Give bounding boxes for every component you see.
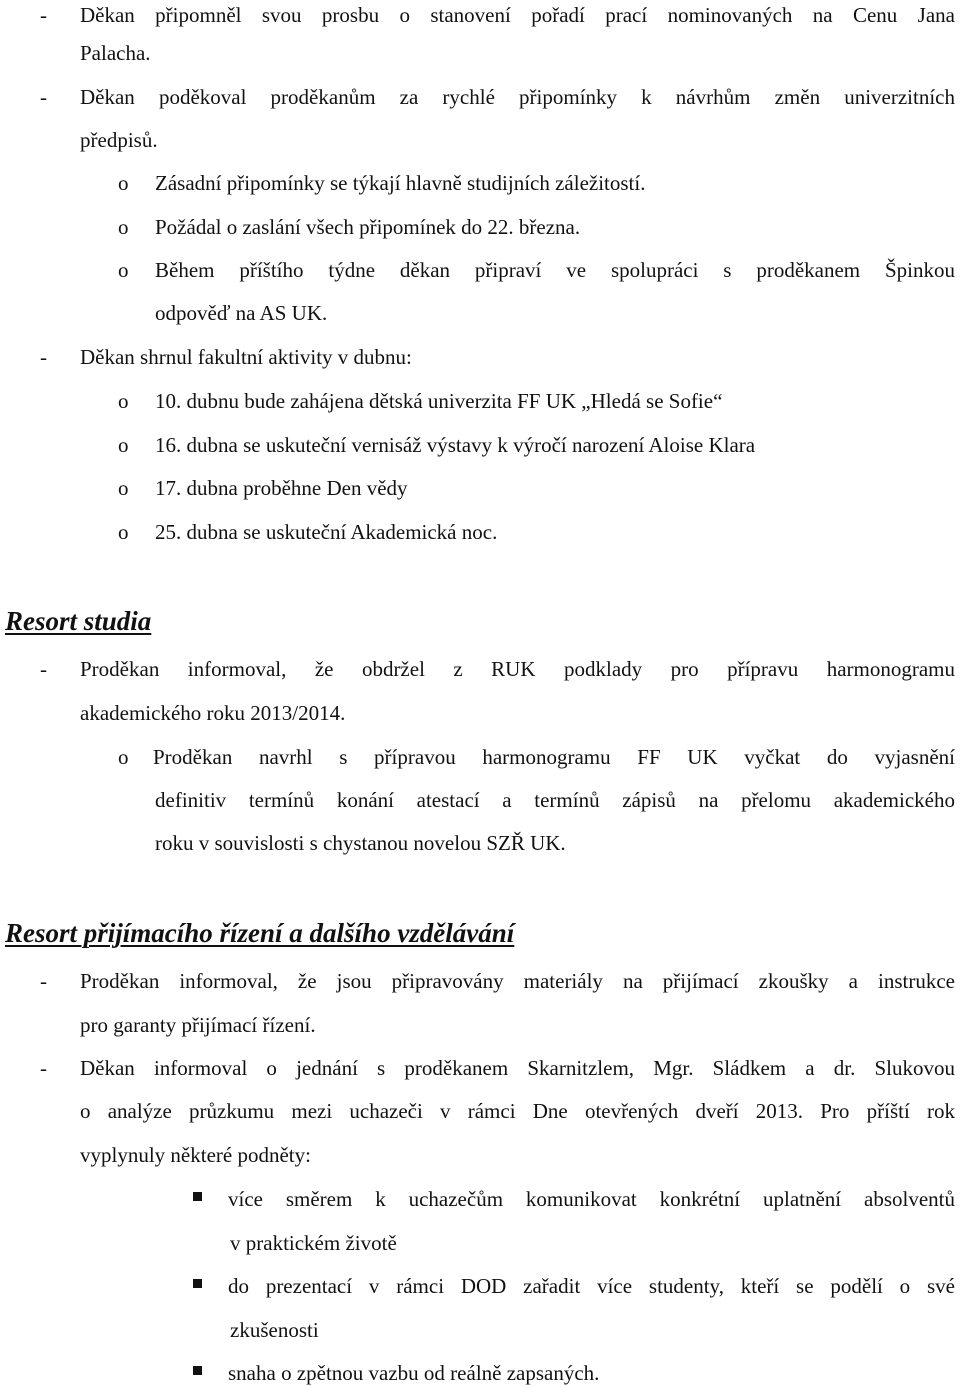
circle-marker: o [118, 171, 129, 195]
event-item: 17. dubna proběhne Den vědy [155, 476, 408, 500]
admissions-item2-line3: vyplynuly některé podněty: [80, 1143, 311, 1167]
item-regulations-line2: předpisů. [80, 128, 158, 152]
square-bullet-icon [193, 1279, 202, 1288]
item-regulations-line1: Děkan poděkoval proděkanům za rychlé připomínky k návrhům změn univerzitních [80, 85, 955, 109]
admissions-item1-line1: Proděkan informoval, že jsou připravovány materiály na přijímací zkoušky a instrukce [80, 969, 955, 993]
dash-marker: - [40, 1056, 47, 1080]
section-heading-admissions: Resort přijímacího řízení a dalšího vzdělávání [5, 918, 515, 948]
admissions-item2-line2: o analýze průzkumu mezi uchazeči v rámci Dne otevřených dveří 2013. Pro příští rok [80, 1099, 955, 1123]
studies-sub-line1: Proděkan navrhl s přípravou harmonogramu FF UK vyčkat do vyjasnění [153, 745, 955, 769]
dash-marker: - [40, 85, 47, 109]
dash-marker: - [40, 3, 47, 27]
event-item: 16. dubna se uskuteční vernisáž výstavy k výročí narození Aloise Klara [155, 433, 756, 457]
admissions-item2-line1: Děkan informoval o jednání s proděkanem Skarnitzlem, Mgr. Sládkem a dr. Slukovou [80, 1056, 955, 1080]
suggestion-2-line2: zkušenosti [230, 1318, 319, 1342]
studies-item-line1: Proděkan informoval, že obdržel z RUK podklady pro přípravu harmonogramu [80, 657, 955, 681]
item-nominations-line2: Palacha. [80, 41, 151, 65]
dash-marker: - [40, 657, 47, 681]
admissions-item1-line2: pro garanty přijímací řízení. [80, 1013, 316, 1037]
square-bullet-icon [193, 1366, 202, 1375]
circle-marker: o [118, 745, 129, 769]
circle-marker: o [118, 433, 129, 457]
circle-marker: o [118, 215, 129, 239]
event-item: 10. dubnu bude zahájena dětská univerzita FF UK „Hledá se Sofie“ [155, 389, 723, 413]
dash-marker: - [40, 345, 47, 369]
studies-sub-line3: roku v souvislosti s chystanou novelou SZŘ UK. [155, 831, 566, 855]
circle-marker: o [118, 520, 129, 544]
circle-marker: o [118, 389, 129, 413]
sub-item-response-line2: odpověď na AS UK. [155, 301, 328, 325]
studies-item-line2: akademického roku 2013/2014. [80, 701, 346, 725]
circle-marker: o [118, 476, 129, 500]
sub-item-response-line1: Během příštího týdne děkan připraví ve spolupráci s proděkanem Špinkou [155, 258, 955, 282]
item-nominations-line1: Děkan připomněl svou prosbu o stanovení pořadí prací nominovaných na Cenu Jana [80, 3, 955, 27]
suggestion-2-line1: do prezentací v rámci DOD zařadit více studenty, kteří se podělí o své [228, 1274, 955, 1298]
sub-item-deadline: Požádal o zaslání všech připomínek do 22. března. [155, 215, 581, 239]
studies-sub-line2: definitiv termínů konání atestací a termínů zápisů na přelomu akademického [155, 788, 955, 812]
sub-item-comments: Zásadní připomínky se týkají hlavně studijních záležitostí. [155, 171, 646, 195]
suggestion-1-line2: v praktickém životě [230, 1231, 397, 1255]
circle-marker: o [118, 258, 129, 282]
square-bullet-icon [193, 1192, 202, 1201]
dash-marker: - [40, 969, 47, 993]
event-item: 25. dubna se uskuteční Akademická noc. [155, 520, 498, 544]
section-heading-studies: Resort studia [5, 606, 152, 636]
suggestion-1-line1: více směrem k uchazečům komunikovat konkrétní uplatnění absolventů [228, 1187, 955, 1211]
suggestion-3-line1: snaha o zpětnou vazbu od reálně zapsaných. [228, 1361, 600, 1385]
item-april-activities: Děkan shrnul fakultní aktivity v dubnu: [80, 345, 412, 369]
